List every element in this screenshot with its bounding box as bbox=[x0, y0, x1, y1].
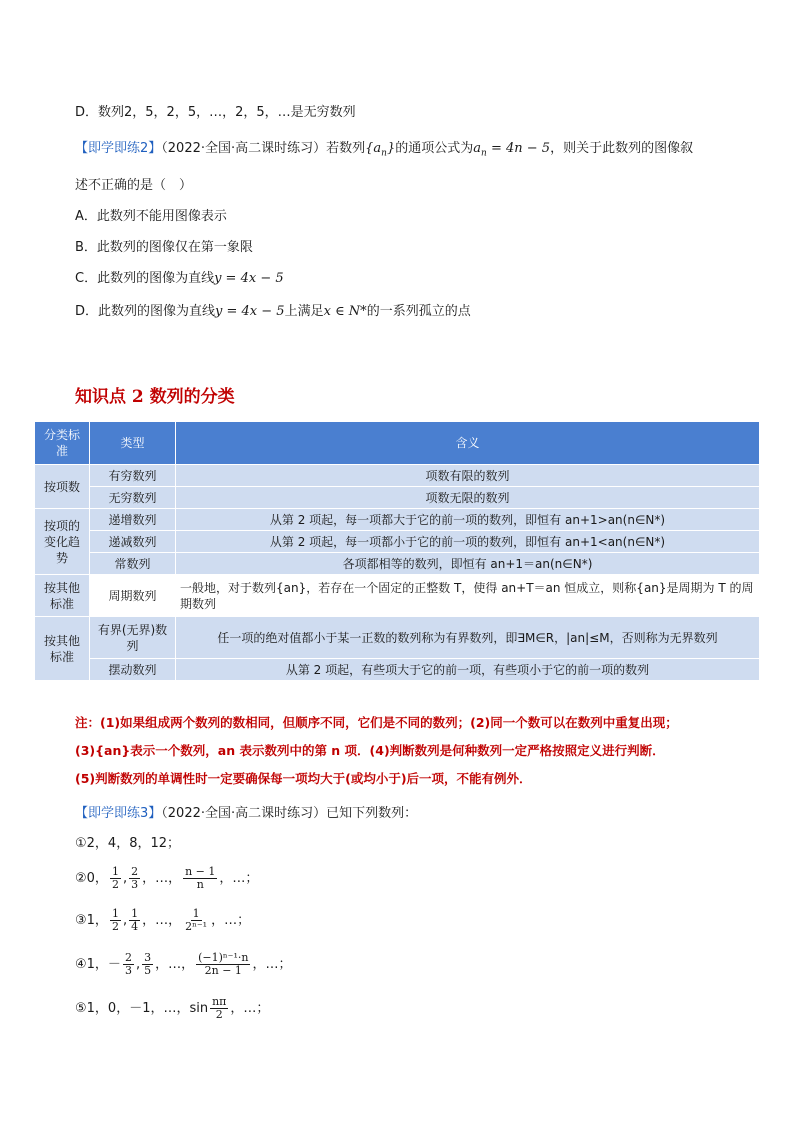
sequence-item-4: ④1，－ $\frac{2}{3}$ , $\frac{3}{5}$ ，…， $\frac{\text{(−1)ⁿ⁻¹·n}}{2n - 1}$ ，…； bbox=[75, 951, 292, 977]
fraction: $\frac{\text{(−1)ⁿ⁻¹·n}}{2n - 1}$ bbox=[198, 951, 249, 977]
exercise-2-option-b: B．此数列的图像仅在第一象限 bbox=[75, 240, 253, 255]
meaning-cell: 从第 2 项起，有些项大于它的前一项，有些项小于它的前一项的数列 bbox=[176, 659, 760, 681]
meaning-cell: 各项都相等的数列，即恒有 an+1＝an(n∈N*) bbox=[176, 553, 760, 575]
fraction: $\frac{2}{3}$ bbox=[124, 951, 132, 977]
sequence-symbol: $\{a_n\}$ bbox=[365, 141, 396, 159]
type-cell: 有界(无界)数列 bbox=[90, 617, 176, 659]
group-cell: 按项数 bbox=[35, 465, 90, 509]
sequence-item-5: ⑤1，0，－1，…，sin $\frac{n\pi}{2}$ ，…； bbox=[75, 995, 270, 1021]
general-term-formula: $a_n = 4n - 5$ bbox=[473, 141, 551, 159]
section-title: 知识点 2 数列的分类 bbox=[75, 387, 235, 407]
type-cell: 无穷数列 bbox=[90, 487, 176, 509]
group-cell: 按其他标准 bbox=[35, 575, 90, 617]
sequence-item-1: ①2，4，8，12； bbox=[75, 836, 181, 851]
exercise-2-tag: 【即学即练2】 bbox=[75, 141, 162, 156]
table-row bbox=[35, 659, 760, 681]
table-row bbox=[35, 509, 760, 531]
exercise-3-source: （2022·全国·高二课时练习）已知下列数列： bbox=[161, 806, 418, 821]
sequence-item-2: ②0， $\frac{1}{2}$ , $\frac{2}{3}$ ，…， $\frac{n - 1}{n}$ ，…； bbox=[75, 865, 259, 891]
meaning-cell: 任一项的绝对值都小于某一正数的数列称为有界数列，即∃M∈R，|an|≤M，否则称为无界数列 bbox=[176, 617, 760, 659]
fraction: $\frac{1}{4}$ bbox=[131, 907, 139, 933]
fraction: $\frac{1}{2}$ bbox=[111, 865, 119, 891]
classification-table bbox=[34, 421, 760, 681]
header-type: 类型 bbox=[90, 422, 176, 465]
fraction: $\frac{2}{3}$ bbox=[131, 865, 139, 891]
meaning-cell: 从第 2 项起，每一项都小于它的前一项的数列，即恒有 an+1<an(n∈N*) bbox=[176, 531, 760, 553]
exercise-2-source: （2022·全国·高二课时练习）若数列 bbox=[161, 141, 366, 156]
fraction: $\frac{1}{\text{2ⁿ⁻¹}}$ bbox=[185, 907, 208, 933]
table-row bbox=[35, 487, 760, 509]
exercise-2-option-d: D．此数列的图像为直线y = 4x − 5上满足x ∈ N*的一系列孤立的点 bbox=[75, 304, 471, 319]
meaning-cell: 一般地，对于数列{an}，若存在一个固定的正整数 T，使得 an+T＝an 恒成立，则称{an}是周期为 T 的周期数列 bbox=[176, 575, 760, 617]
type-cell: 周期数列 bbox=[90, 575, 176, 617]
sequence-item-3: ③1， $\frac{1}{2}$ , $\frac{1}{4}$ ，…， $\frac{1}{\text{2ⁿ⁻¹}}$ ，…； bbox=[75, 907, 251, 933]
header-criterion: 分类标准 bbox=[35, 422, 90, 465]
type-cell: 有穷数列 bbox=[90, 465, 176, 487]
group-cell: 按其他标准 bbox=[35, 617, 90, 681]
note-line-3: (5)判断数列的单调性时一定要确保每一项均大于(或均小于)后一项，不能有例外． bbox=[75, 771, 532, 786]
table-row bbox=[35, 465, 760, 487]
note-line-1: 注：(1)如果组成两个数列的数相同，但顺序不同，它们是不同的数列；(2)同一个数可以在数列中重复出现； bbox=[75, 715, 678, 730]
meaning-cell: 项数有限的数列 bbox=[176, 465, 760, 487]
table-row bbox=[35, 553, 760, 575]
fraction: $\frac{n\pi}{2}$ bbox=[212, 995, 227, 1021]
type-cell: 常数列 bbox=[90, 553, 176, 575]
previous-option-d: D．数列2，5，2，5，…，2，5，…是无穷数列 bbox=[75, 105, 356, 120]
exercise-3-stem bbox=[75, 805, 417, 823]
header-meaning: 含义 bbox=[176, 422, 760, 465]
group-cell: 按项的变化趋势 bbox=[35, 509, 90, 575]
table-row bbox=[35, 575, 760, 617]
table-row bbox=[35, 617, 760, 659]
note-line-2: (3){an}表示一个数列，an 表示数列中的第 n 项．(4)判断数列是何种数列一定严格按照定义进行判断． bbox=[75, 743, 665, 758]
meaning-cell: 从第 2 项起，每一项都大于它的前一项的数列，即恒有 an+1>an(n∈N*) bbox=[176, 509, 760, 531]
type-cell: 摆动数列 bbox=[90, 659, 176, 681]
exercise-2-option-c: C．此数列的图像为直线y = 4x − 5 bbox=[75, 271, 284, 286]
type-cell: 递增数列 bbox=[90, 509, 176, 531]
exercise-2-stem-line2: 述不正确的是（ ） bbox=[75, 178, 193, 193]
table-row bbox=[35, 531, 760, 553]
exercise-3-tag: 【即学即练3】 bbox=[75, 806, 162, 821]
type-cell: 递减数列 bbox=[90, 531, 176, 553]
fraction: $\frac{n - 1}{n}$ bbox=[185, 865, 216, 891]
meaning-cell: 项数无限的数列 bbox=[176, 487, 760, 509]
fraction: $\frac{1}{2}$ bbox=[111, 907, 119, 933]
exercise-2-option-a: A．此数列不能用图像表示 bbox=[75, 209, 227, 224]
fraction: $\frac{3}{5}$ bbox=[144, 951, 152, 977]
table-header-row bbox=[35, 422, 760, 465]
exercise-2-stem: 【即学即练2】（2022·全国·高二课时练习）若数列$\{a_n\}$的通项公式为$a_n = 4n - 5$，则关于此数列的图像叙 bbox=[75, 141, 694, 159]
